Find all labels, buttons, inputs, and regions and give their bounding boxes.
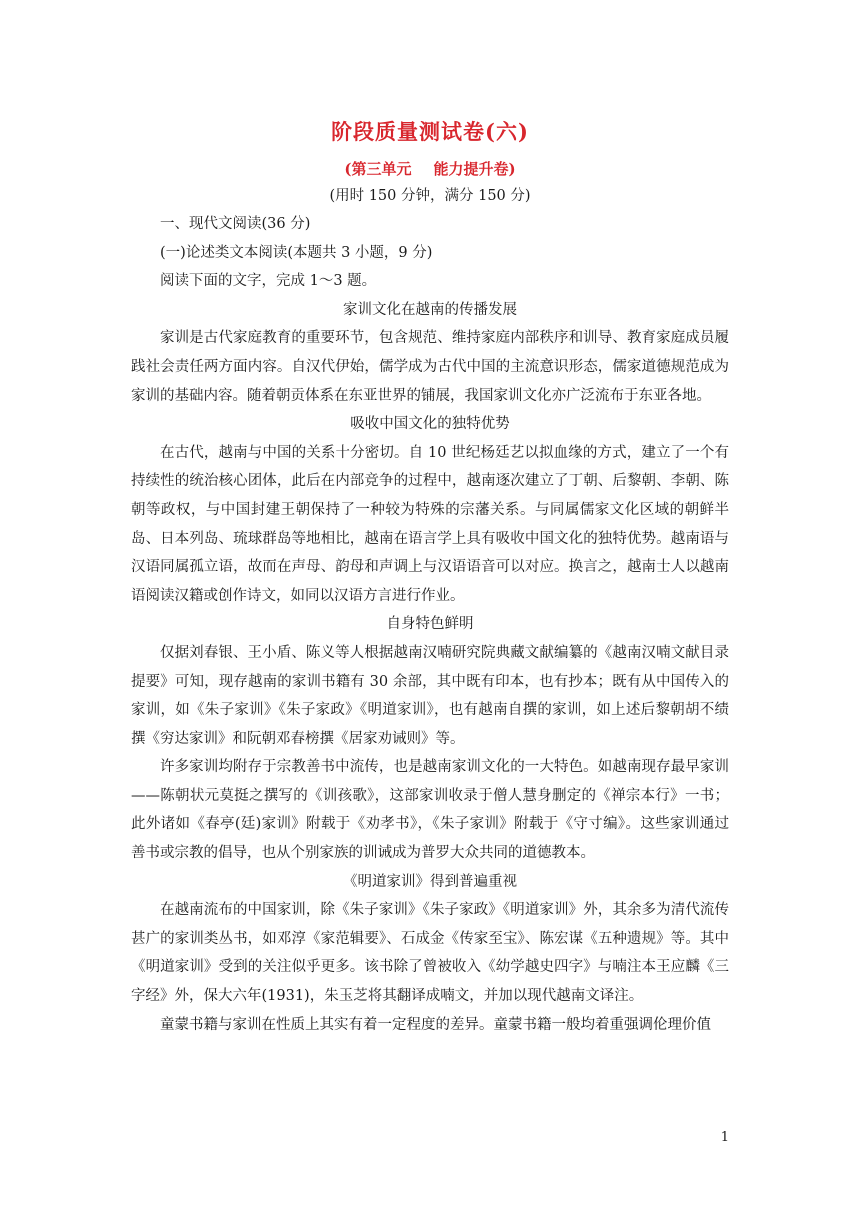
exam-time-info: (用时 150 分钟，满分 150 分) bbox=[329, 188, 531, 204]
subtitle-unit: (第三单元 bbox=[344, 160, 412, 178]
paragraph-5: 在越南流布的中国家训，除《朱子家训》《朱子家政》《明道家训》外，其余多为清代流传甚广的家训类丛书，如邓淳《家范辑要》、石成金《传家至宝》、陈宏谋《五种遗规》等。其中《明道家训》受到的关注似乎更多。该书除了曾被收入《幼学越史四字》与喃注本王应麟《三字经》外，保大六年(1931)，朱玉芝将其翻译成喃文，并加以现代越南文译注。 bbox=[131, 902, 729, 1005]
article-subheading-1: 吸收中国文化的独特优势 bbox=[350, 416, 510, 433]
subtitle-level: 能力提升卷) bbox=[433, 160, 516, 178]
article-title: 家训文化在越南的传播发展 bbox=[343, 301, 517, 318]
document-body bbox=[131, 210, 729, 1039]
paragraph-6: 童蒙书籍与家训在性质上其实有着一定程度的差异。童蒙书籍一般均着重强调伦理价值 bbox=[160, 1016, 711, 1033]
subsection-heading: (一)论述类文本阅读(本题共 3 小题，9 分) bbox=[160, 244, 433, 261]
exam-title: 阶段质量测试卷(六) bbox=[331, 119, 529, 144]
page-number: 1 bbox=[720, 1130, 729, 1145]
article-subheading-3: 《明道家训》得到普遍重视 bbox=[343, 873, 517, 890]
paragraph-2: 在古代，越南与中国的关系十分密切。自 10 世纪杨廷艺以拟血缘的方式，建立了一个有持续性的统治核心团体，此后在内部竞争的过程中，越南逐次建立了丁朝、后黎朝、李朝、陈朝等政权，与中国封建王朝保持了一种较为特殊的宗藩关系。与同属儒家文化区域的朝鲜半岛、日本列岛、琉球群岛等地相比，越南在语言学上具有吸收中国文化的独特优势。越南语与汉语同属孤立语，故而在声母、韵母和声调上与汉语语音可以对应。换言之，越南士人以越南语阅读汉籍或创作诗文，如同以汉语方言进行作业。 bbox=[131, 444, 729, 604]
section-heading: 一、现代文阅读(36 分) bbox=[160, 216, 311, 232]
exam-subtitle bbox=[0, 158, 860, 179]
paragraph-3: 仅据刘春银、王小盾、陈义等人根据越南汉喃研究院典藏文献编纂的《越南汉喃文献目录提要》可知，现存越南的家训书籍有 30 余部，其中既有印本，也有抄本；既有从中国传入的家训，如《朱子家训》《朱子家政》《明道家训》，也有越南自撰的家训，如上述后黎朝胡不绩撰《穷达家训》和阮朝邓春榜撰《居家劝诫则》等。 bbox=[131, 644, 729, 747]
paragraph-4: 许多家训均附存于宗教善书中流传，也是越南家训文化的一大特色。如越南现存最早家训——陈朝状元莫挺之撰写的《训孩歌》，这部家训收录于僧人慧身删定的《禅宗本行》一书；此外诸如《春亭(廷)家训》附载于《劝孝书》，《朱子家训》附载于《守寸编》。这些家训通过善书或宗教的倡导，也从个别家族的训诫成为普罗大众共同的道德教本。 bbox=[131, 759, 729, 862]
paragraph-1: 家训是古代家庭教育的重要环节，包含规范、维持家庭内部秩序和训导、教育家庭成员履践社会责任两方面内容。自汉代伊始，儒学成为古代中国的主流意识形态，儒家道德规范成为家训的基础内容。随着朝贡体系在东亚世界的铺展，我国家训文化亦广泛流布于东亚各地。 bbox=[131, 330, 729, 404]
article-subheading-2: 自身特色鲜明 bbox=[386, 616, 474, 633]
instruction-text: 阅读下面的文字，完成 1～3 题。 bbox=[160, 273, 377, 290]
